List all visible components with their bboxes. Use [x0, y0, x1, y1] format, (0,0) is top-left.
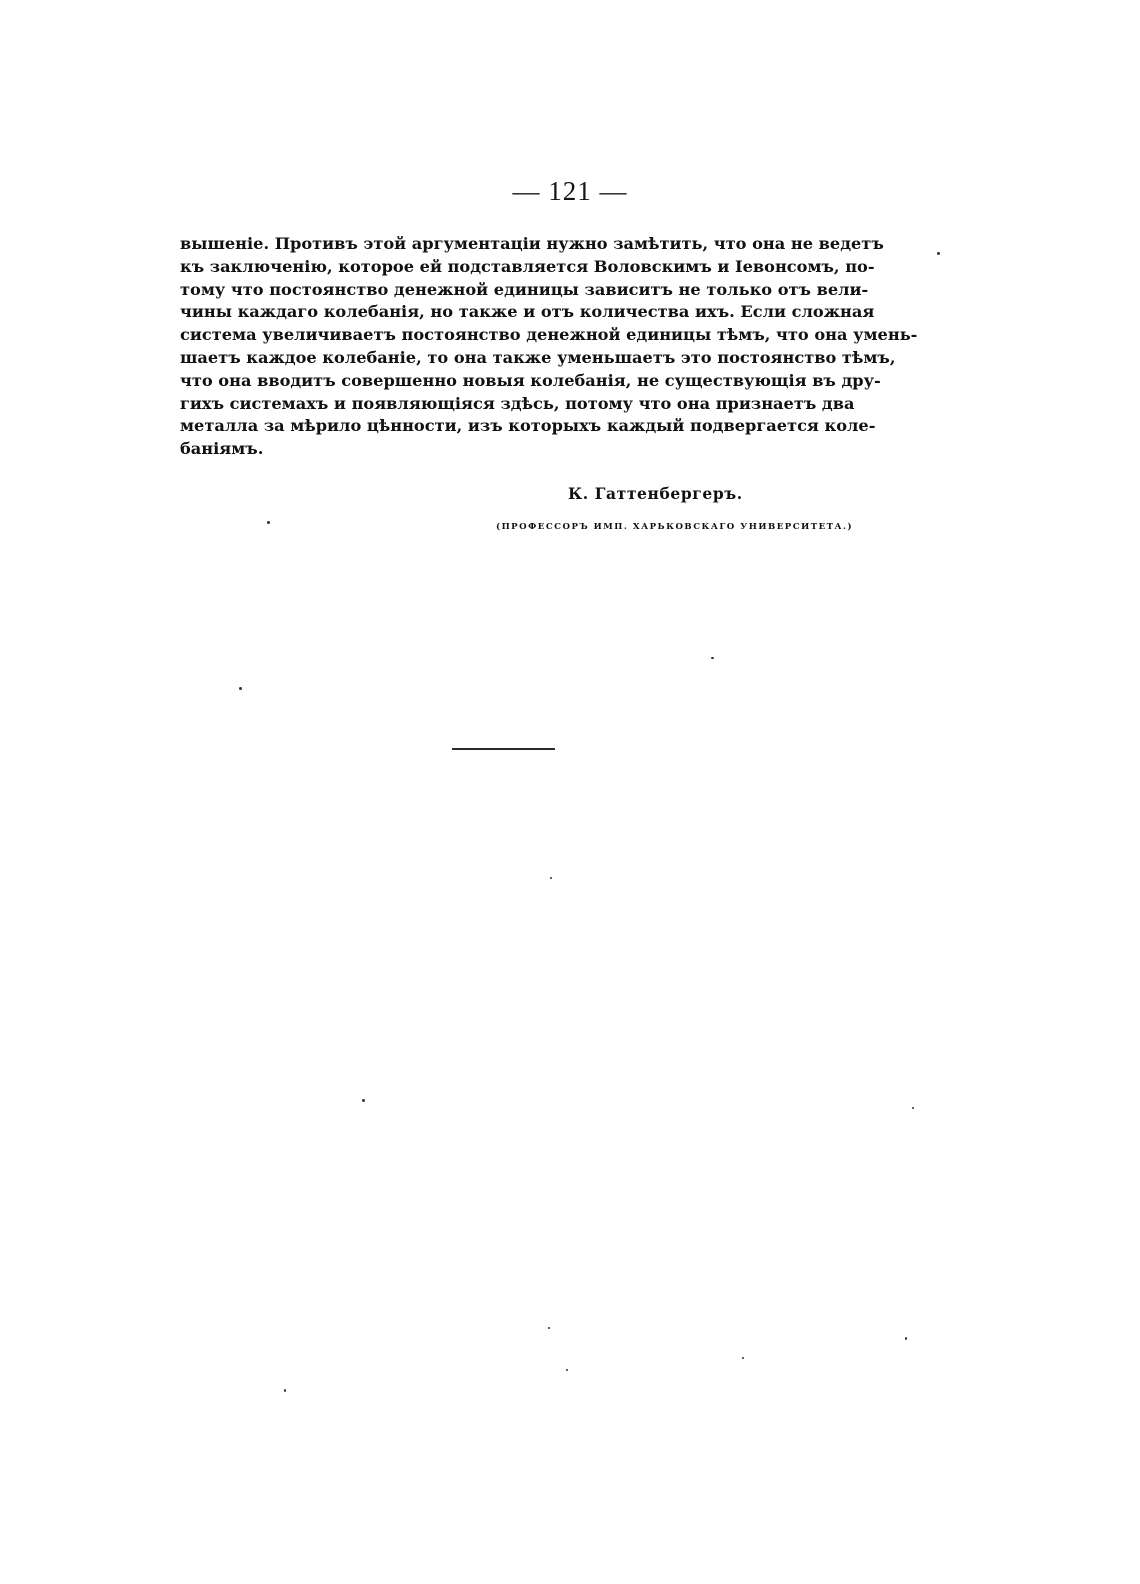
scan-speck [548, 1327, 550, 1329]
scan-speck [905, 1337, 907, 1340]
body-text [180, 233, 918, 461]
body-line: что она вводитъ совершенно новыя колебанія, не существующія въ дру- [180, 370, 881, 390]
page-number: — 121 — [512, 176, 628, 206]
body-line: тому что постоянство денежной единицы зависитъ не только отъ вели- [180, 279, 869, 299]
scan-speck [742, 1357, 744, 1359]
body-line: система увеличиваетъ постоянство денежной единицы тѣмъ, что она умень- [180, 325, 918, 345]
scan-speck [284, 1389, 286, 1392]
scan-speck [912, 1107, 914, 1109]
body-line: чины каждаго колебанія, но также и отъ количества ихъ. Если сложная [180, 302, 875, 322]
body-line: вышеніе. Противъ этой аргументаціи нужно замѣтить, что она не ведетъ [180, 234, 884, 253]
body-line: шаетъ каждое колебаніе, то она также уменьшаетъ это постоянство тѣмъ, [180, 347, 896, 367]
body-line: гихъ системахъ и появляющіяся здѣсь, потому что она признаетъ два [180, 393, 855, 413]
scan-speck [711, 657, 714, 659]
scan-speck [239, 687, 242, 690]
body-line: металла за мѣрило цѣнности, изъ которыхъ каждый подвергается коле- [180, 416, 876, 436]
body-line: къ заключенію, которое ей подставляется Воловскимъ и Іевонсомъ, по- [180, 256, 875, 276]
author-signature: К. Гаттенбергеръ. [568, 484, 743, 503]
scan-speck [362, 1099, 365, 1102]
body-line: баніямъ. [180, 439, 264, 459]
scan-speck [566, 1369, 568, 1371]
end-rule [452, 748, 555, 750]
scan-speck [937, 252, 940, 255]
scan-speck [267, 521, 270, 524]
scan-speck [550, 877, 552, 879]
author-affiliation: (ПРОФЕССОРЪ ИМП. ХАРЬКОВСКАГО УНИВЕРСИТЕТА.) [496, 522, 854, 532]
